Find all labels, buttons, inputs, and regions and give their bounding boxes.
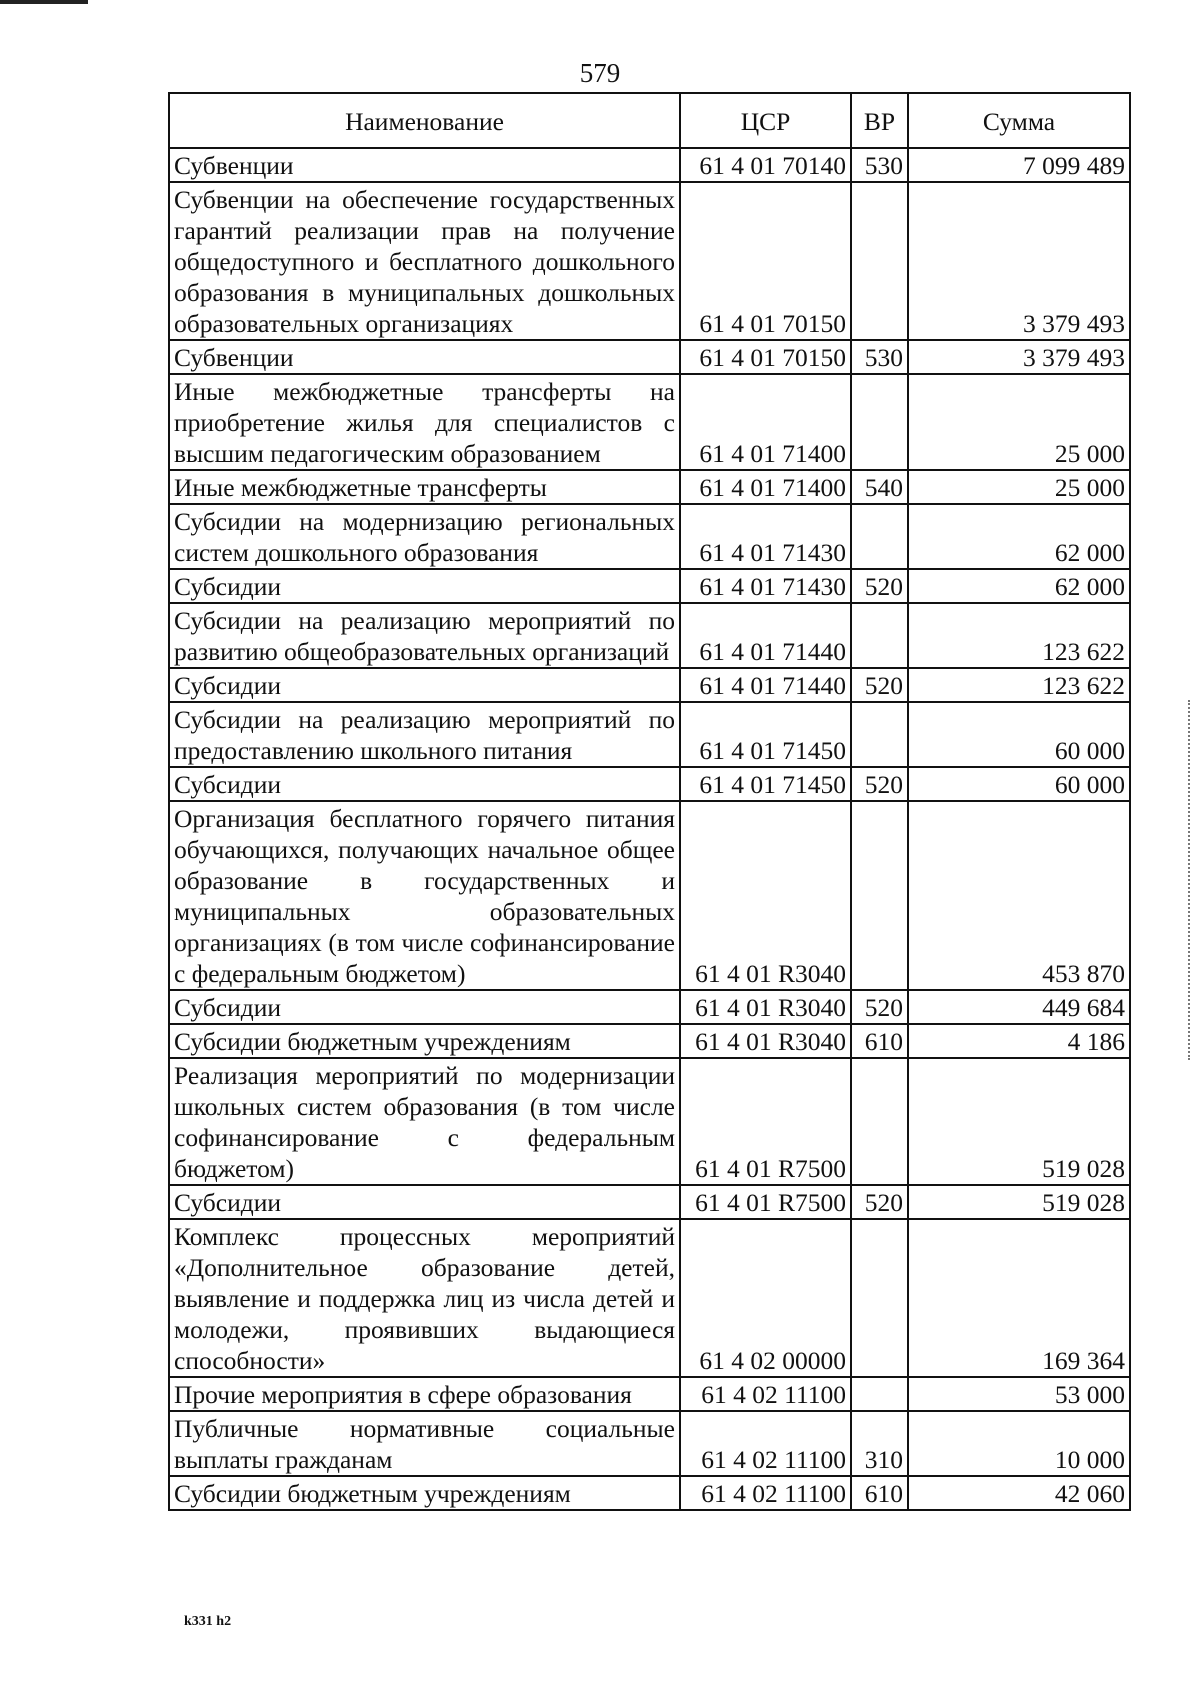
header-vr: ВР	[851, 93, 908, 148]
row-vr: 530	[851, 340, 908, 374]
row-csr: 61 4 01 71400	[680, 374, 851, 470]
table-row	[169, 1185, 1130, 1219]
row-csr: 61 4 01 71450	[680, 767, 851, 801]
row-csr: 61 4 01 71400	[680, 470, 851, 504]
row-name: Субвенции на обеспечение государственных гарантий реализации прав на получение общедоступного и бесплатного дошкольного образования в муниципальных дошкольных образовательных организациях	[169, 182, 680, 340]
header-sum: Сумма	[908, 93, 1130, 148]
row-csr: 61 4 01 71430	[680, 569, 851, 603]
table-row	[169, 668, 1130, 702]
row-sum: 3 379 493	[908, 340, 1130, 374]
row-name: Иные межбюджетные трансферты	[169, 470, 680, 504]
row-name: Организация бесплатного горячего питания обучающихся, получающих начальное общее образование в государственных и муниципальных образовательных организациях (в том числе софинансирование с федеральным бюджетом)	[169, 801, 680, 990]
row-sum: 169 364	[908, 1219, 1130, 1377]
row-vr	[851, 182, 908, 340]
row-vr	[851, 1377, 908, 1411]
row-vr: 520	[851, 767, 908, 801]
row-sum: 519 028	[908, 1185, 1130, 1219]
row-sum: 123 622	[908, 668, 1130, 702]
row-name: Субвенции	[169, 148, 680, 182]
row-name: Прочие мероприятия в сфере образования	[169, 1377, 680, 1411]
row-csr: 61 4 02 11100	[680, 1411, 851, 1476]
row-vr: 530	[851, 148, 908, 182]
row-sum: 53 000	[908, 1377, 1130, 1411]
row-vr: 310	[851, 1411, 908, 1476]
table-row	[169, 767, 1130, 801]
row-name: Субсидии	[169, 569, 680, 603]
scan-margin-dots	[1188, 700, 1190, 1060]
table-row	[169, 990, 1130, 1024]
row-name: Субсидии на реализацию мероприятий по развитию общеобразовательных организаций	[169, 603, 680, 668]
row-name: Субвенции	[169, 340, 680, 374]
row-sum: 25 000	[908, 374, 1130, 470]
row-name: Реализация мероприятий по модернизации школьных систем образования (в том числе софинансирование с федеральным бюджетом)	[169, 1058, 680, 1185]
table-row	[169, 182, 1130, 340]
row-sum: 7 099 489	[908, 148, 1130, 182]
row-csr: 61 4 02 11100	[680, 1476, 851, 1510]
table-row	[169, 148, 1130, 182]
row-csr: 61 4 01 71440	[680, 603, 851, 668]
row-name: Публичные нормативные социальные выплаты гражданам	[169, 1411, 680, 1476]
row-csr: 61 4 01 70150	[680, 340, 851, 374]
row-sum: 42 060	[908, 1476, 1130, 1510]
row-name: Субсидии бюджетным учреждениям	[169, 1476, 680, 1510]
row-sum: 25 000	[908, 470, 1130, 504]
table-row	[169, 801, 1130, 990]
table-row	[169, 1058, 1130, 1185]
row-vr	[851, 1058, 908, 1185]
row-vr: 520	[851, 569, 908, 603]
row-csr: 61 4 01 R3040	[680, 990, 851, 1024]
row-csr: 61 4 01 70150	[680, 182, 851, 340]
row-csr: 61 4 01 R7500	[680, 1058, 851, 1185]
row-name: Субсидии на модернизацию региональных систем дошкольного образования	[169, 504, 680, 569]
table-row	[169, 340, 1130, 374]
row-name: Субсидии	[169, 767, 680, 801]
row-csr: 61 4 01 70140	[680, 148, 851, 182]
row-csr: 61 4 01 71450	[680, 702, 851, 767]
row-sum: 62 000	[908, 569, 1130, 603]
row-sum: 3 379 493	[908, 182, 1130, 340]
row-vr: 610	[851, 1476, 908, 1510]
row-name: Субсидии бюджетным учреждениям	[169, 1024, 680, 1058]
row-name: Комплекс процессных мероприятий «Дополнительное образование детей, выявление и поддержка лиц из числа детей и молодежи, проявивших выдающиеся способности»	[169, 1219, 680, 1377]
row-name: Субсидии	[169, 1185, 680, 1219]
row-csr: 61 4 01 R3040	[680, 801, 851, 990]
row-name: Субсидии	[169, 668, 680, 702]
row-name: Иные межбюджетные трансферты на приобретение жилья для специалистов с высшим педагогическим образованием	[169, 374, 680, 470]
row-vr	[851, 702, 908, 767]
table-header-row	[169, 93, 1130, 148]
row-csr: 61 4 01 71430	[680, 504, 851, 569]
footer-code: k331 h2	[184, 1614, 232, 1629]
row-csr: 61 4 01 R3040	[680, 1024, 851, 1058]
row-vr: 520	[851, 668, 908, 702]
row-vr	[851, 801, 908, 990]
row-vr	[851, 504, 908, 569]
row-sum: 123 622	[908, 603, 1130, 668]
header-csr: ЦСР	[680, 93, 851, 148]
row-vr: 520	[851, 990, 908, 1024]
row-vr	[851, 603, 908, 668]
row-vr: 540	[851, 470, 908, 504]
table-row	[169, 470, 1130, 504]
row-sum: 10 000	[908, 1411, 1130, 1476]
row-sum: 519 028	[908, 1058, 1130, 1185]
row-sum: 60 000	[908, 767, 1130, 801]
table-row	[169, 702, 1130, 767]
table-row	[169, 1024, 1130, 1058]
row-vr: 610	[851, 1024, 908, 1058]
row-sum: 449 684	[908, 990, 1130, 1024]
table-row	[169, 504, 1130, 569]
table-row	[169, 603, 1130, 668]
table-row	[169, 1219, 1130, 1377]
row-sum: 453 870	[908, 801, 1130, 990]
row-sum: 4 186	[908, 1024, 1130, 1058]
row-name: Субсидии на реализацию мероприятий по предоставлению школьного питания	[169, 702, 680, 767]
scan-corner-mark	[0, 0, 88, 4]
row-csr: 61 4 01 R7500	[680, 1185, 851, 1219]
row-vr	[851, 374, 908, 470]
budget-table	[168, 92, 1131, 1511]
row-name: Субсидии	[169, 990, 680, 1024]
row-sum: 62 000	[908, 504, 1130, 569]
header-name: Наименование	[169, 93, 680, 148]
row-csr: 61 4 01 71440	[680, 668, 851, 702]
table-row	[169, 1476, 1130, 1510]
row-csr: 61 4 02 11100	[680, 1377, 851, 1411]
page-number: 579	[579, 58, 621, 88]
row-csr: 61 4 02 00000	[680, 1219, 851, 1377]
row-vr	[851, 1219, 908, 1377]
table-row	[169, 374, 1130, 470]
table-row	[169, 569, 1130, 603]
table-row	[169, 1411, 1130, 1476]
row-sum: 60 000	[908, 702, 1130, 767]
row-vr: 520	[851, 1185, 908, 1219]
table-row	[169, 1377, 1130, 1411]
